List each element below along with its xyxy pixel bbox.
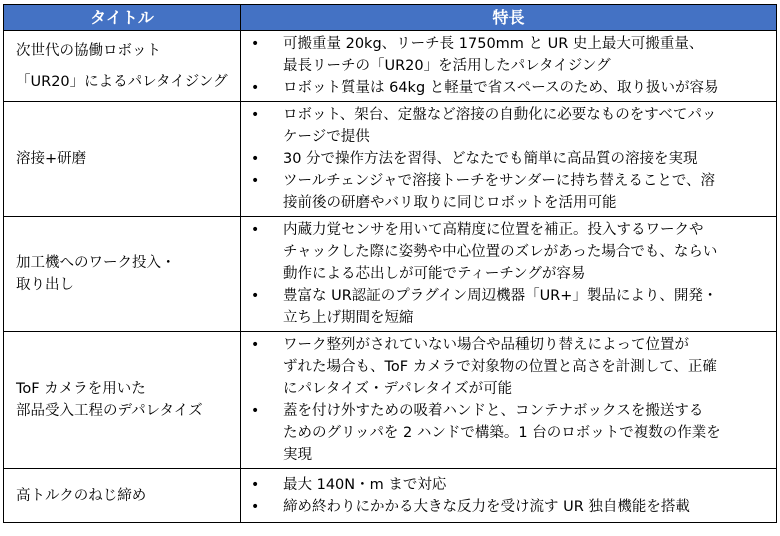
bullet-line: チャックした際に姿勢や中心位置のズレがあった場合でも、ならい xyxy=(283,244,718,260)
row-title xyxy=(4,332,241,469)
feature-bullet xyxy=(241,496,772,518)
bullet-line: • 最大 140N・m まで対応 xyxy=(283,476,447,493)
bullet-line: ためのグリッパを 2 ハンドで構築。1 台のロボットで複数の作業を xyxy=(283,425,721,441)
bullet-line: • 豊富な UR認証のプラグイン周辺機器「UR+」製品により、開発・ xyxy=(283,288,718,304)
bullet-line: • ツールチェンジャで溶接トーチをサンダーに持ち替えることで、溶 xyxy=(283,173,716,189)
feature-bullet xyxy=(241,474,772,496)
feature-table xyxy=(3,4,777,523)
title-line: 取り出し xyxy=(16,277,74,293)
bullet-line: 接前後の研磨やバリ取りに同じロボットを活用可能 xyxy=(283,195,617,211)
bullet-line: • 内蔵力覚センサを用いて高精度に位置を補正。投入するワークや xyxy=(283,222,704,238)
title-line: 次世代の協働ロボット xyxy=(16,42,161,59)
bullet-line: • ワーク整列がされていない場合や品種切り替えによって位置が xyxy=(283,337,689,353)
bullet-line: 実現 xyxy=(283,447,312,463)
row-features xyxy=(241,469,777,523)
row-title xyxy=(4,469,241,523)
title-line: 「UR20」によるパレタイジング xyxy=(16,73,228,90)
bullet-line: ケージで提供 xyxy=(283,129,370,145)
bullet-line: 立ち上げ期間を短縮 xyxy=(283,310,414,326)
title-line: 高トルクのねじ締め xyxy=(16,487,147,504)
bullet-line: • 可搬重量 20kg、リーチ長 1750mm と UR 史上最大可搬重量、 xyxy=(283,36,704,52)
feature-bullet xyxy=(241,285,772,329)
row-features xyxy=(241,102,777,217)
bullet-line: ずれた場合も、ToF カメラで対象物の位置と高さを計測して、正確 xyxy=(283,359,717,375)
row-features xyxy=(241,217,777,332)
table-row xyxy=(4,31,777,102)
bullet-line: 動作による芯出しが可能でティーチングが容易 xyxy=(283,266,586,282)
title-line: 加工機へのワーク投入・ xyxy=(16,255,176,271)
feature-bullet xyxy=(241,334,772,400)
feature-bullet xyxy=(241,400,772,466)
header-title: タイトル xyxy=(4,5,241,31)
bullet-line: 最長リーチの「UR20」を活用したパレタイジング xyxy=(283,58,611,74)
row-features xyxy=(241,332,777,469)
bullet-line: • ロボット質量は 64kg と軽量で省スペースのため、取り扱いが容易 xyxy=(283,80,719,96)
table-row xyxy=(4,332,777,469)
bullet-line: • 蓋を付け外すための吸着ハンドと、コンテナボックスを搬送する xyxy=(283,403,704,419)
row-title xyxy=(4,31,241,102)
table-row xyxy=(4,469,777,523)
table-row xyxy=(4,102,777,217)
bullet-line: • 締め終わりにかかる大きな反力を受け流す UR 独自機能を搭載 xyxy=(283,498,690,515)
feature-bullet xyxy=(241,170,772,214)
feature-bullet xyxy=(241,33,772,77)
title-line: 部品受入工程のデパレタイズ xyxy=(16,403,203,419)
feature-bullet xyxy=(241,104,772,148)
feature-bullet xyxy=(241,77,772,99)
row-title xyxy=(4,217,241,332)
header-row xyxy=(4,5,777,31)
header-features: 特長 xyxy=(241,5,777,31)
title-line: 溶接+研磨 xyxy=(16,151,87,167)
title-line: ToF カメラを用いた xyxy=(16,381,146,397)
row-features xyxy=(241,31,777,102)
bullet-line: にパレタイズ・デパレタイズが可能 xyxy=(283,381,513,397)
bullet-line: • ロボット、架台、定盤など溶接の自動化に必要なものをすべてパッ xyxy=(283,107,717,123)
bullet-line: • 30 分で操作方法を習得、どなたでも簡単に高品質の溶接を実現 xyxy=(283,151,698,167)
row-title xyxy=(4,102,241,217)
feature-bullet xyxy=(241,148,772,170)
feature-bullet xyxy=(241,219,772,285)
table-row xyxy=(4,217,777,332)
